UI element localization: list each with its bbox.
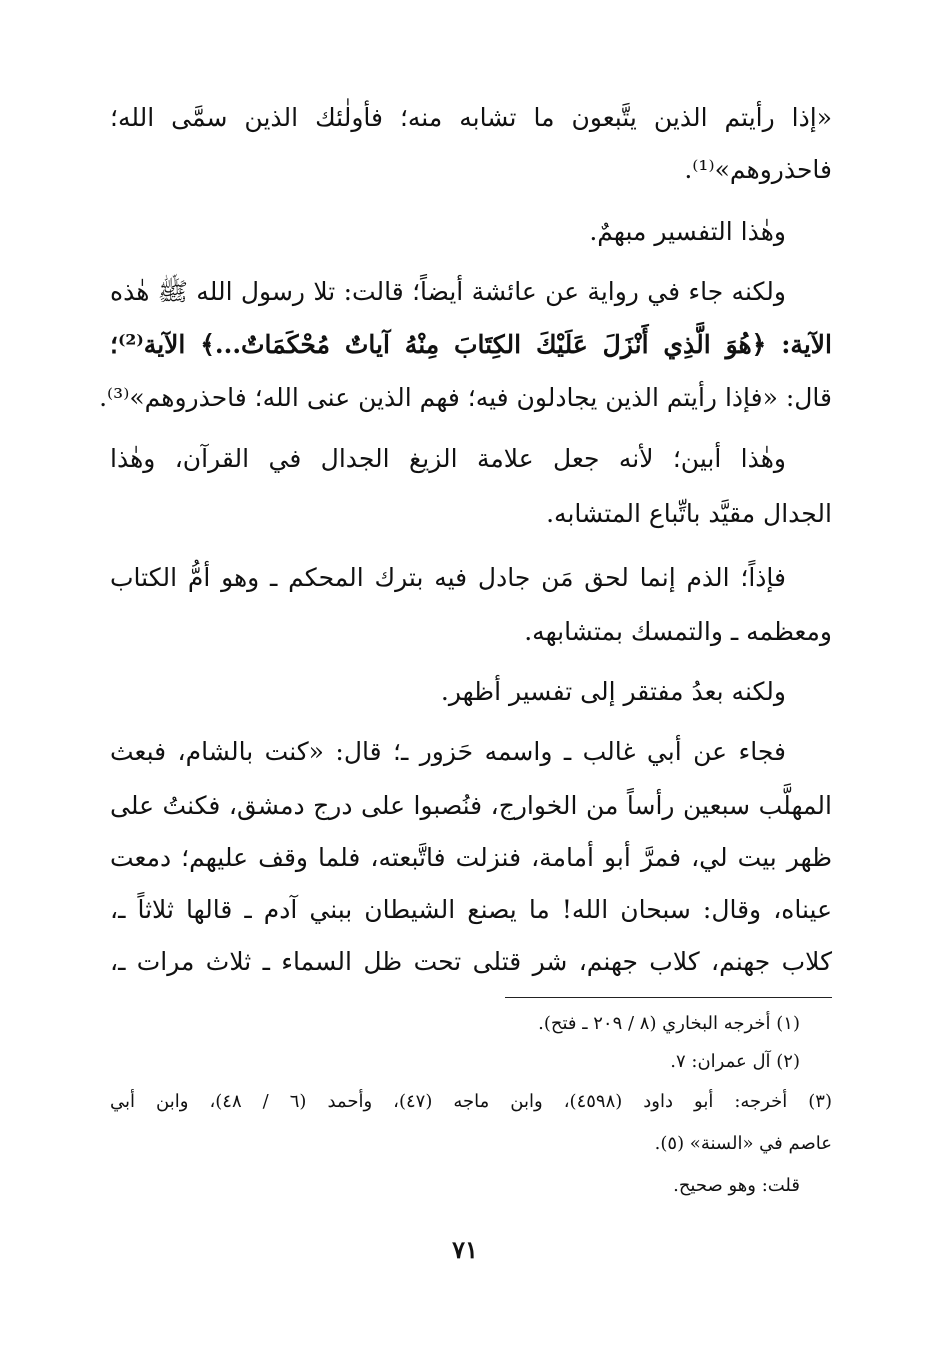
body-line-9: فإذاً؛ الذم إنما لحق مَن جادل فيه بترك المحكم ـ وهو أمُّ الكتاب bbox=[110, 563, 786, 592]
footnote-3: (٣) أخرجه: أبو داود (٤٥٩٨)، وابن ماجه (٤٧)، وأحمد (٦ / ٤٨)، وابن أبي bbox=[110, 1091, 832, 1112]
body-line-14: ظهر بيت لي، فمرَّ أبو أمامة، فنزلت فاتَّبعته، فلما وقف عليهم؛ دمعت bbox=[110, 843, 832, 872]
body-line-4: ولكنه جاء في رواية عن عائشة أيضاً؛ قالت: تلا رسول الله ﷺ هٰذه bbox=[110, 277, 786, 306]
body-line-7: وهٰذا أبين؛ لأنه جعل علامة الزيغ الجدال في القرآن، وهٰذا bbox=[110, 444, 786, 473]
body-line-3: وهٰذا التفسير مبهمٌ. bbox=[589, 217, 786, 246]
body-line-2: فاحذروهم»⁽¹⁾. bbox=[684, 155, 832, 184]
body-line-11: ولكنه بعدُ مفتقر إلى تفسير أظهر. bbox=[440, 677, 786, 706]
body-line-10: ومعظمه ـ والتمسك بمتشابهه. bbox=[524, 617, 832, 646]
footnote-3-continued: عاصم في «السنة» (٥). bbox=[654, 1133, 832, 1154]
footnote-2: (٢) آل عمران: ٧. bbox=[670, 1051, 800, 1072]
body-line-1: «إذا رأيتم الذين يتَّبعون ما تشابه منه؛ فأولٰئك الذين سمَّى الله؛ bbox=[110, 103, 832, 132]
body-line-6: قال: «فإذا رأيتم الذين يجادلون فيه؛ فهم الذين عنى الله؛ فاحذروهم»⁽³⁾. bbox=[99, 383, 832, 412]
body-line-12: فجاء عن أبي غالب ـ واسمه حَزور ـ؛ قال: «كنت بالشام، فبعث bbox=[110, 737, 786, 766]
body-line-16: كلاب جهنم، كلاب جهنم، شر قتلى تحت ظل السماء ـ ثلاث مرات ـ، bbox=[110, 947, 832, 976]
body-line-13: المهلَّب سبعين رأساً من الخوارج، فنُصبوا على درج دمشق، فكنتُ على bbox=[110, 791, 832, 820]
body-line-5: الآية: ﴿هُوَ الَّذِي أَنْزَلَ عَلَيْكَ الكِتَابَ مِنْهُ آياتٌ مُحْكَمَاتٌ...﴾ الآية⁽²⁾؛ bbox=[110, 330, 832, 359]
footnote-1: (١) أخرجه البخاري (٨ / ٢٠٩ ـ فتح). bbox=[538, 1013, 800, 1034]
body-line-15: عيناه، وقال: سبحان الله! ما يصنع الشيطان ببني آدم ـ قالها ثلاثاً ـ، bbox=[110, 895, 832, 924]
page-number: ٧١ bbox=[452, 1235, 478, 1264]
footnote-note: قلت: وهو صحيح. bbox=[673, 1175, 800, 1196]
footnote-divider bbox=[505, 997, 832, 998]
body-line-8: الجدال مقيَّد باتِّباع المتشابه. bbox=[546, 499, 832, 528]
